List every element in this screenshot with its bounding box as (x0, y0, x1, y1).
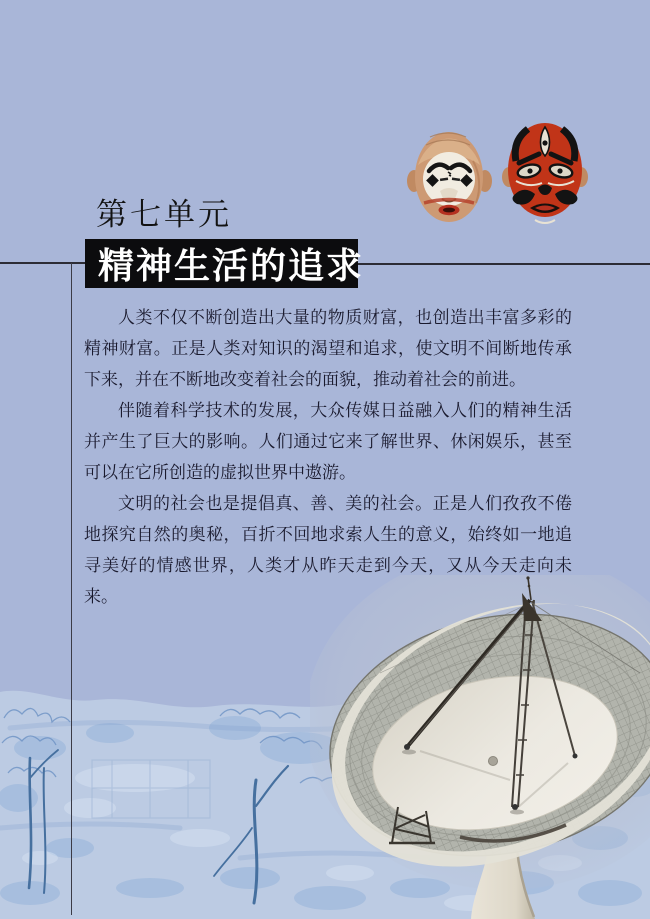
horizontal-rule-right (357, 263, 650, 265)
opera-masks-image (402, 115, 592, 230)
unit-number-label: 第七单元 (96, 197, 232, 232)
unit-title-text: 精神生活的追求 (98, 246, 365, 286)
red-opera-mask (502, 123, 588, 223)
horizontal-rule-left (0, 262, 86, 264)
intro-text-block (84, 302, 572, 612)
radio-telescope-image (310, 575, 650, 919)
paragraph-2: 伴随着科学技术的发展，大众传媒日益融入人们的精神生活并产生了巨大的影响。人们通过它来了解世界、休闲娱乐，甚至可以在它所创造的虚拟世界中遨游。 (84, 401, 572, 482)
unit-title-banner (85, 239, 365, 288)
paragraph-1: 人类不仅不断创造出大量的物质财富，也创造出丰富多彩的精神财富。正是人类对知识的渴望和追求，使文明不间断地传承下来，并在不断地改变着社会的面貌，推动着社会的前进。 (84, 308, 572, 389)
clown-mask (407, 132, 492, 222)
dish-hub (489, 757, 498, 766)
paragraph-3: 文明的社会也是提倡真、善、美的社会。正是人们孜孜不倦地探究自然的奥秘，百折不回地求索人生的意义，始终如一地追寻美好的情感世界，人类才从昨天走到今天，又从今天走向未来。 (84, 494, 572, 606)
vertical-rule (71, 263, 72, 915)
